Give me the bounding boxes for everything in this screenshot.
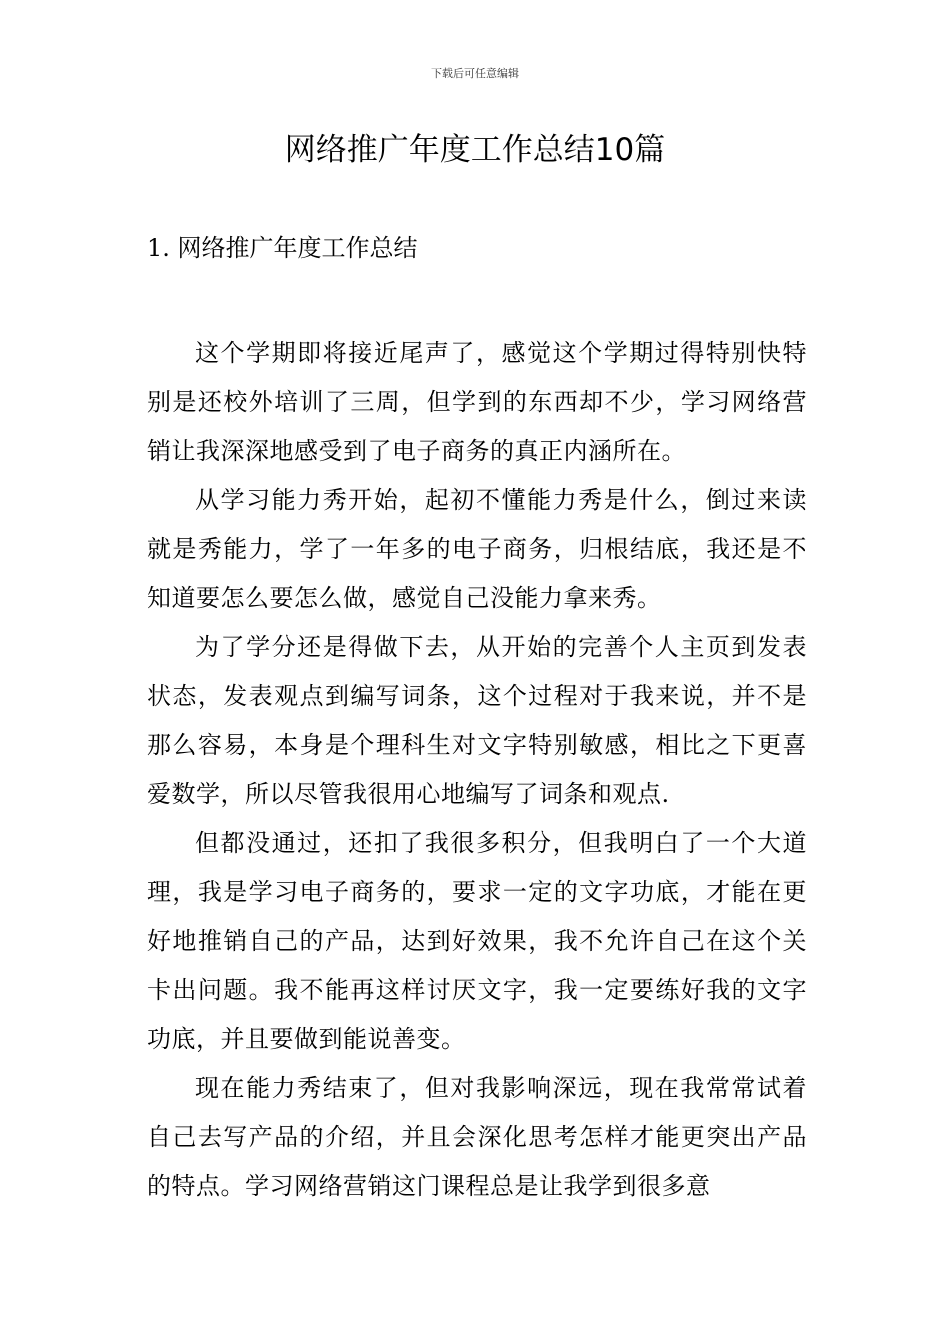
paragraph: 现在能力秀结束了，但对我影响深远，现在我常常试着自己去写产品的介绍，并且会深化思考怎样才能更突出产品的特点。学习网络营销这门课程总是让我学到很多意 [147,1074,807,1200]
document-title: 网络推广年度工作总结10篇 [284,132,666,168]
paragraph: 这个学期即将接近尾声了，感觉这个学期过得特别快特别是还校外培训了三周，但学到的东西却不少，学习网络营销让我深深地感受到了电子商务的真正内涵所在。 [147,339,807,465]
paragraph: 为了学分还是得做下去，从开始的完善个人主页到发表状态，发表观点到编写词条，这个过程对于我来说，并不是那么容易，本身是个理科生对文字特别敏感，相比之下更喜爱数学，所以尽管我很用心地编写了词条和观点. [147,633,807,808]
body-text [147,329,807,1211]
section-heading: 1. 网络推广年度工作总结 [147,234,418,262]
paragraph: 但都没通过，还扣了我很多积分，但我明白了一个大道理，我是学习电子商务的，要求一定的文字功底，才能在更好地推销自己的产品，达到好效果，我不允许自己在这个关卡出问题。我不能再这样讨厌文字，我一定要练好我的文字功底，并且要做到能说善变。 [147,829,807,1053]
paragraph: 从学习能力秀开始，起初不懂能力秀是什么，倒过来读就是秀能力，学了一年多的电子商务，归根结底，我还是不知道要怎么要怎么做，感觉自己没能力拿来秀。 [147,486,807,612]
header-note: 下载后可任意编辑 [431,67,519,80]
